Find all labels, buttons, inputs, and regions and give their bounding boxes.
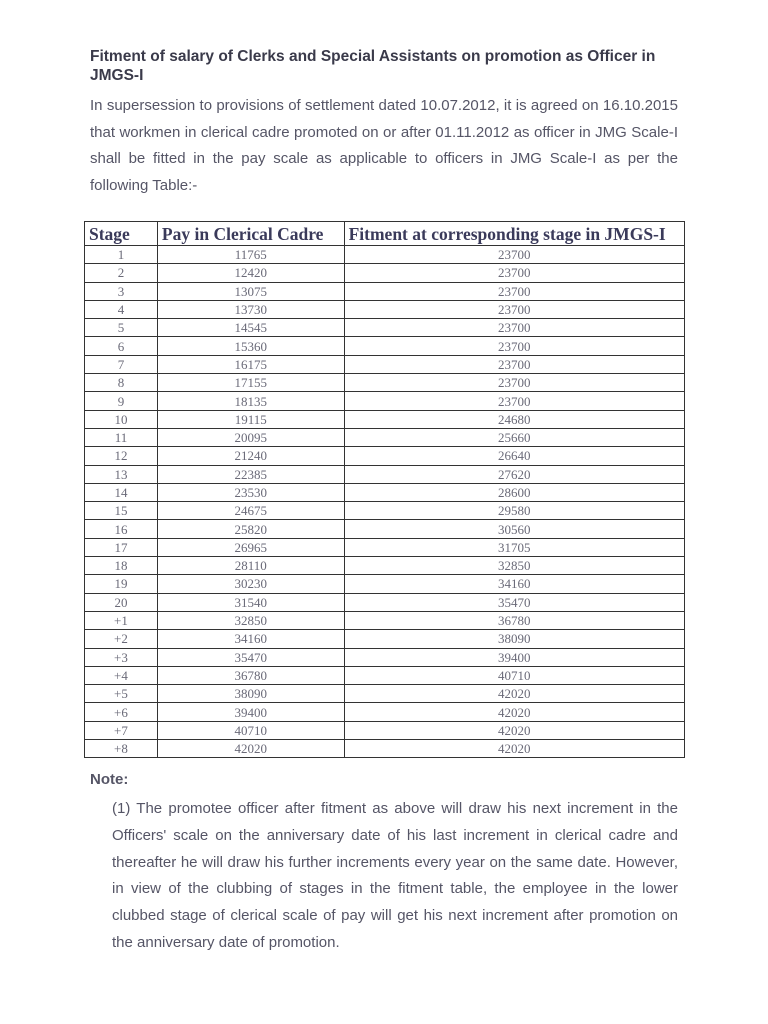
cell-stage: +2 (85, 630, 158, 648)
cell-jmgs-fitment: 36780 (344, 611, 684, 629)
cell-clerical-pay: 31540 (157, 593, 344, 611)
cell-clerical-pay: 24675 (157, 502, 344, 520)
cell-stage: 13 (85, 465, 158, 483)
table-row (85, 721, 685, 739)
cell-stage: 18 (85, 557, 158, 575)
fitment-table (84, 221, 685, 758)
cell-jmgs-fitment: 23700 (344, 282, 684, 300)
cell-stage: 7 (85, 355, 158, 373)
table-row (85, 575, 685, 593)
cell-jmgs-fitment: 24680 (344, 410, 684, 428)
cell-jmgs-fitment: 32850 (344, 557, 684, 575)
cell-jmgs-fitment: 25660 (344, 428, 684, 446)
table-row (85, 648, 685, 666)
cell-stage: +4 (85, 666, 158, 684)
cell-stage: 8 (85, 374, 158, 392)
cell-clerical-pay: 22385 (157, 465, 344, 483)
cell-jmgs-fitment: 35470 (344, 593, 684, 611)
cell-stage: 9 (85, 392, 158, 410)
cell-stage: +5 (85, 685, 158, 703)
document-title: Fitment of salary of Clerks and Special Assistants on promotion as Officer in JMGS-I (90, 48, 656, 84)
cell-jmgs-fitment: 23700 (344, 264, 684, 282)
cell-stage: 6 (85, 337, 158, 355)
cell-stage: 14 (85, 483, 158, 501)
table-row (85, 447, 685, 465)
cell-stage: 12 (85, 447, 158, 465)
cell-jmgs-fitment: 23700 (344, 355, 684, 373)
table-row (85, 355, 685, 373)
table-row (85, 410, 685, 428)
cell-clerical-pay: 30230 (157, 575, 344, 593)
cell-stage: +7 (85, 721, 158, 739)
table-row (85, 666, 685, 684)
cell-jmgs-fitment: 23700 (344, 246, 684, 264)
note-label: Note: (90, 771, 129, 788)
cell-clerical-pay: 11765 (157, 246, 344, 264)
cell-jmgs-fitment: 42020 (344, 685, 684, 703)
table-row (85, 319, 685, 337)
cell-stage: +3 (85, 648, 158, 666)
cell-jmgs-fitment: 29580 (344, 502, 684, 520)
table-row (85, 428, 685, 446)
cell-clerical-pay: 15360 (157, 337, 344, 355)
cell-clerical-pay: 40710 (157, 721, 344, 739)
table-row (85, 703, 685, 721)
cell-clerical-pay: 28110 (157, 557, 344, 575)
cell-clerical-pay: 34160 (157, 630, 344, 648)
cell-clerical-pay: 12420 (157, 264, 344, 282)
cell-stage: 4 (85, 300, 158, 318)
table-row (85, 264, 685, 282)
cell-stage: 19 (85, 575, 158, 593)
cell-clerical-pay: 13075 (157, 282, 344, 300)
cell-stage: 17 (85, 538, 158, 556)
cell-clerical-pay: 26965 (157, 538, 344, 556)
cell-jmgs-fitment: 42020 (344, 703, 684, 721)
table-row (85, 374, 685, 392)
cell-clerical-pay: 13730 (157, 300, 344, 318)
cell-stage: 3 (85, 282, 158, 300)
cell-jmgs-fitment: 23700 (344, 300, 684, 318)
table-row (85, 337, 685, 355)
cell-jmgs-fitment: 34160 (344, 575, 684, 593)
cell-jmgs-fitment: 40710 (344, 666, 684, 684)
table-row (85, 300, 685, 318)
cell-stage: 10 (85, 410, 158, 428)
cell-stage: 2 (85, 264, 158, 282)
header-clerical-pay: Pay in Clerical Cadre (157, 222, 344, 246)
cell-clerical-pay: 39400 (157, 703, 344, 721)
cell-stage: +1 (85, 611, 158, 629)
cell-clerical-pay: 23530 (157, 483, 344, 501)
table-row (85, 520, 685, 538)
table-row (85, 282, 685, 300)
cell-jmgs-fitment: 23700 (344, 337, 684, 355)
cell-clerical-pay: 20095 (157, 428, 344, 446)
table-row (85, 740, 685, 758)
table-row (85, 593, 685, 611)
cell-stage: 11 (85, 428, 158, 446)
cell-stage: +6 (85, 703, 158, 721)
cell-jmgs-fitment: 30560 (344, 520, 684, 538)
cell-jmgs-fitment: 38090 (344, 630, 684, 648)
table-row (85, 538, 685, 556)
header-jmgs-fitment: Fitment at corresponding stage in JMGS-I (344, 222, 684, 246)
note-paragraph: (1) The promotee officer after fitment as above will draw his next increment in the Officers' scale on the anniversary date of his last increment in clerical cadre and thereafter he will draw his further increments every year on the same date. However, in view of the clubbing of stages in the fitment table, the employee in the lower clubbed stage of clerical scale of pay will get his next increment after promotion on the anniversary date of promotion. (112, 800, 678, 951)
cell-stage: 20 (85, 593, 158, 611)
cell-jmgs-fitment: 28600 (344, 483, 684, 501)
cell-jmgs-fitment: 42020 (344, 740, 684, 758)
table-row (85, 502, 685, 520)
table-row (85, 630, 685, 648)
cell-stage: +8 (85, 740, 158, 758)
cell-stage: 16 (85, 520, 158, 538)
table-row (85, 557, 685, 575)
cell-stage: 5 (85, 319, 158, 337)
table-body (85, 246, 685, 758)
cell-clerical-pay: 19115 (157, 410, 344, 428)
cell-clerical-pay: 35470 (157, 648, 344, 666)
table-row (85, 465, 685, 483)
table-row (85, 685, 685, 703)
cell-clerical-pay: 36780 (157, 666, 344, 684)
cell-stage: 1 (85, 246, 158, 264)
cell-jmgs-fitment: 26640 (344, 447, 684, 465)
table-row (85, 392, 685, 410)
cell-clerical-pay: 14545 (157, 319, 344, 337)
cell-clerical-pay: 17155 (157, 374, 344, 392)
intro-paragraph: In supersession to provisions of settlement dated 10.07.2012, it is agreed on 16.10.2015 that workmen in clerical cadre promoted on or after 01.11.2012 as officer in JMG Scale-I shall be fitted in the pay scale as applicable to officers in JMG Scale-I as per the following Table:- (90, 97, 678, 194)
cell-clerical-pay: 42020 (157, 740, 344, 758)
cell-jmgs-fitment: 23700 (344, 392, 684, 410)
table-row (85, 611, 685, 629)
header-stage: Stage (85, 222, 158, 246)
table-row (85, 246, 685, 264)
cell-jmgs-fitment: 27620 (344, 465, 684, 483)
cell-jmgs-fitment: 31705 (344, 538, 684, 556)
table-row (85, 483, 685, 501)
cell-jmgs-fitment: 23700 (344, 319, 684, 337)
cell-clerical-pay: 38090 (157, 685, 344, 703)
cell-clerical-pay: 25820 (157, 520, 344, 538)
cell-jmgs-fitment: 42020 (344, 721, 684, 739)
cell-jmgs-fitment: 39400 (344, 648, 684, 666)
cell-clerical-pay: 16175 (157, 355, 344, 373)
cell-stage: 15 (85, 502, 158, 520)
cell-clerical-pay: 21240 (157, 447, 344, 465)
cell-clerical-pay: 32850 (157, 611, 344, 629)
cell-clerical-pay: 18135 (157, 392, 344, 410)
cell-jmgs-fitment: 23700 (344, 374, 684, 392)
table-header-row (85, 222, 685, 246)
